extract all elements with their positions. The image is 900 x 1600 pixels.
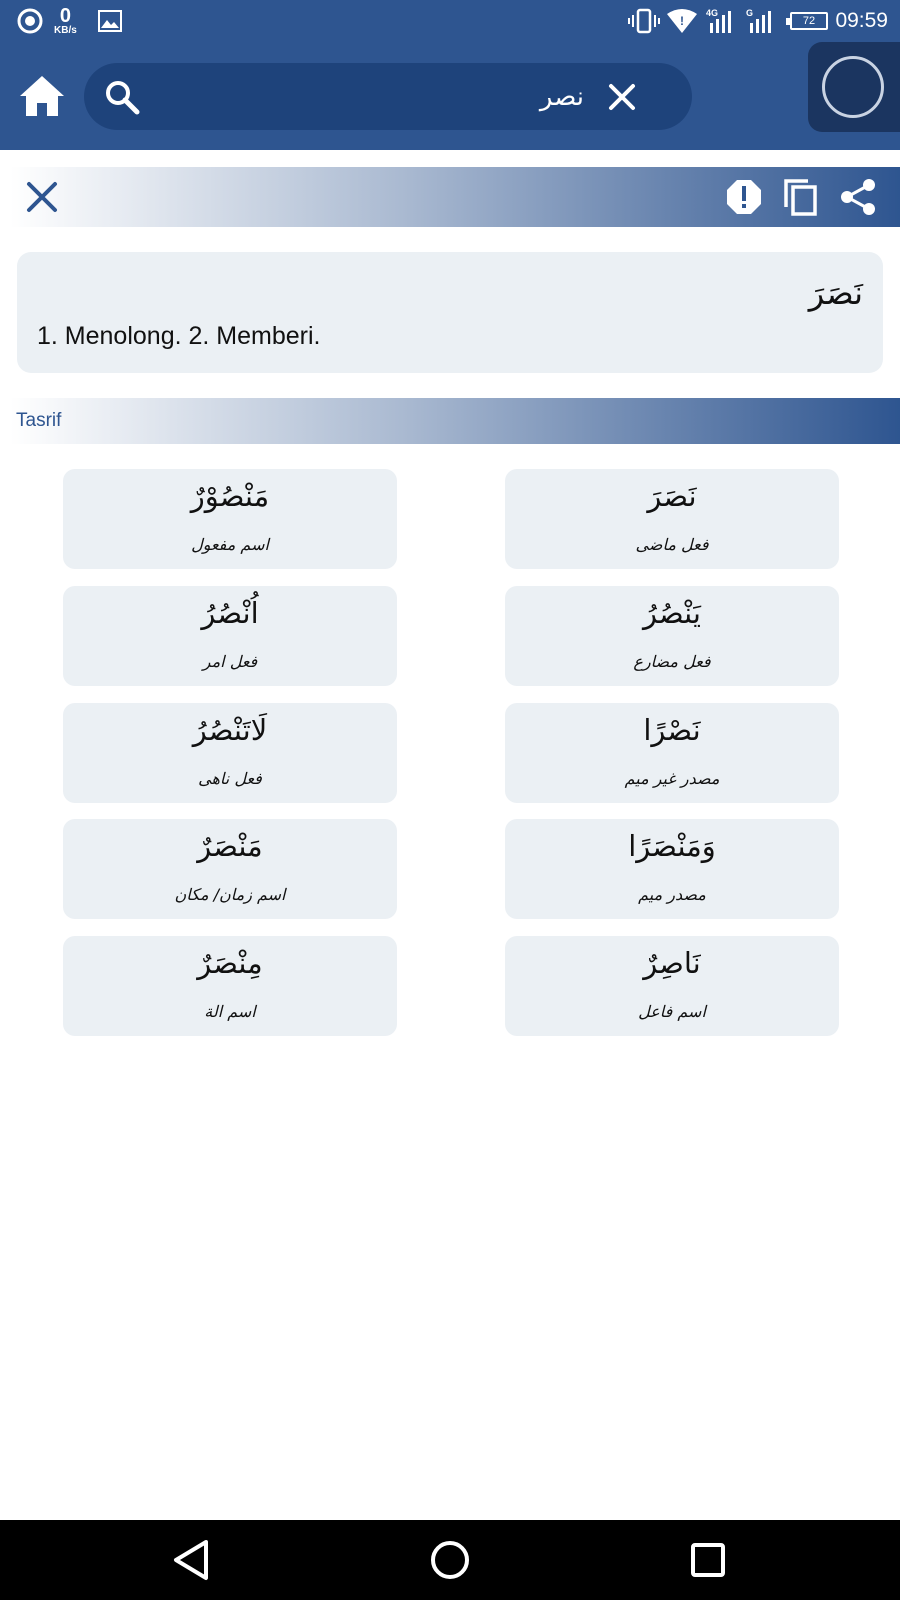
definition-meaning: 1. Menolong. 2. Memberi. (37, 322, 321, 350)
tasrif-title: Tasrif (16, 410, 62, 431)
tasrif-item[interactable] (505, 819, 839, 919)
home-icon (18, 74, 66, 118)
vibrate-icon (628, 0, 660, 42)
wifi-icon (666, 0, 698, 42)
clear-search-icon[interactable] (604, 79, 640, 115)
clock: 09:59 (835, 9, 888, 32)
back-button[interactable] (170, 1538, 214, 1582)
tasrif-label: اسم فاعل (638, 1002, 706, 1021)
tasrif-label: فعل ناهى (198, 769, 262, 788)
svg-text:4G: 4G (706, 8, 719, 18)
tasrif-label: مصدر ميم (638, 885, 706, 904)
search-icon[interactable] (102, 77, 142, 117)
tasrif-word: نَاصِرٌ (643, 946, 701, 980)
close-button[interactable] (24, 179, 60, 215)
tasrif-label: اسم الة (204, 1002, 256, 1021)
battery-level: 72 (802, 15, 816, 27)
app-bar (0, 42, 900, 150)
tasrif-item[interactable] (63, 703, 397, 803)
tasrif-item[interactable] (505, 586, 839, 686)
tasrif-label: فعل امر (202, 652, 258, 671)
tasrif-word: نَصَرَ (647, 479, 697, 513)
tasrif-word: مَنْصُوْرٌ (190, 479, 270, 513)
copy-button[interactable] (782, 177, 820, 217)
net-speed-unit: KB/s (54, 25, 77, 36)
tasrif-word: يَنْصُرُ (643, 596, 701, 630)
circle-icon (822, 56, 884, 118)
signal-4g-icon (706, 0, 736, 42)
tasrif-word: لَاتَنْصُرُ (192, 713, 268, 747)
definition-word: نَصَرَ (808, 274, 863, 312)
battery-icon (790, 12, 828, 30)
share-icon (838, 177, 878, 217)
tasrif-label: فعل ماضى (635, 535, 709, 554)
tasrif-label: اسم زمان/ مكان (174, 885, 286, 904)
radio-icon (16, 0, 44, 42)
close-icon (24, 179, 60, 215)
tasrif-word: وَمَنْصَرًا (628, 829, 716, 863)
image-icon (98, 0, 122, 42)
tasrif-label: فعل مضارع (633, 652, 711, 671)
tasrif-item[interactable] (63, 819, 397, 919)
net-speed (54, 0, 77, 42)
system-nav-bar (0, 1520, 900, 1600)
share-button[interactable] (838, 177, 878, 217)
definition-card (17, 252, 883, 373)
net-speed-value: 0 (59, 5, 71, 27)
voice-search-button[interactable] (808, 42, 900, 132)
tasrif-item[interactable] (505, 703, 839, 803)
svg-text:G: G (746, 8, 754, 18)
tasrif-label: مصدر غير ميم (624, 769, 720, 788)
result-toolbar (10, 167, 900, 227)
square-icon (686, 1538, 730, 1582)
tasrif-item[interactable] (505, 469, 839, 569)
home-nav-button[interactable] (428, 1538, 472, 1582)
tasrif-header (10, 398, 900, 444)
report-button[interactable] (726, 179, 762, 215)
home-button[interactable] (18, 74, 66, 118)
status-bar (0, 0, 900, 42)
tasrif-word: اُنْصُرُ (201, 596, 259, 630)
report-icon (726, 179, 762, 215)
tasrif-item[interactable] (63, 586, 397, 686)
recents-button[interactable] (686, 1538, 730, 1582)
tasrif-word: نَصْرًا (643, 713, 701, 747)
tasrif-item[interactable] (63, 469, 397, 569)
tasrif-item[interactable] (505, 936, 839, 1036)
svg-text:!: ! (680, 14, 684, 28)
tasrif-word: مِنْصَرٌ (197, 946, 263, 980)
circle-home-icon (428, 1538, 472, 1582)
tasrif-label: اسم مفعول (191, 535, 269, 554)
search-input[interactable] (154, 63, 584, 130)
tasrif-item[interactable] (63, 936, 397, 1036)
tasrif-word: مَنْصَرٌ (197, 829, 263, 863)
back-icon (170, 1538, 214, 1582)
search-box (84, 63, 692, 130)
copy-icon (782, 177, 820, 217)
signal-g-icon (746, 0, 776, 42)
